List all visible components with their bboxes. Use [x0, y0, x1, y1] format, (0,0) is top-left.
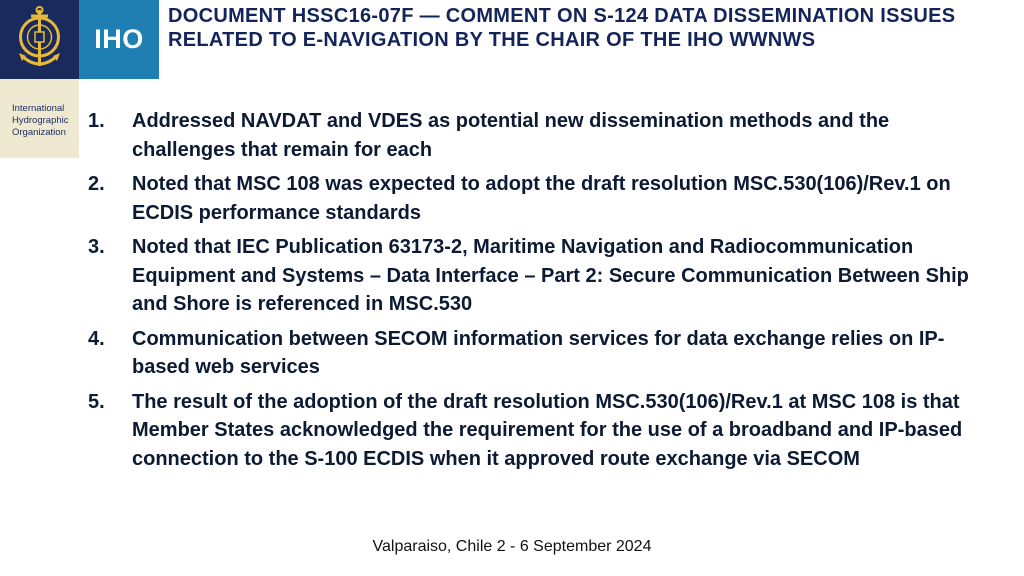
org-line-1: International: [12, 103, 65, 114]
org-line-3: Organization: [12, 127, 66, 138]
org-line-2: Hydrographic: [12, 115, 69, 126]
iho-abbrev-logo: [79, 0, 159, 79]
list-item-number: 2.: [88, 173, 105, 195]
iho-anchor-emblem-icon: [0, 0, 79, 79]
findings-list: [88, 107, 988, 479]
list-item: [88, 233, 988, 319]
list-item: [88, 388, 988, 474]
list-item-number: 5.: [88, 390, 105, 413]
list-item-number: 3.: [88, 236, 105, 258]
list-item-number: 4.: [88, 327, 105, 350]
iho-emblem-logo: [0, 0, 79, 79]
list-item-text: Addressed NAVDAT and VDES as potential new dissemination methods and the challenges that remain for each: [132, 110, 890, 161]
list-item-text: Communication between SECOM information services for data exchange relies on IP-based web services: [132, 327, 945, 378]
iho-abbrev-text: IHO: [94, 24, 144, 54]
list-item-text: Noted that IEC Publication 63173-2, Maritime Navigation and Radiocommunication Equipment and Systems – Data Interface – Part 2: Secure Communication Between Ship and Shore is referenced in MSC.530: [132, 236, 969, 315]
list-item: [88, 325, 988, 382]
page-title: DOCUMENT HSSC16-07F — COMMENT ON S-124 DATA DISSEMINATION ISSUES RELATED TO E-NAVIGATION BY THE CHAIR OF THE IHO WWNWS: [168, 5, 956, 51]
list-item-text: The result of the adoption of the draft resolution MSC.530(106)/Rev.1 at MSC 108 is that Member States acknowledged the requirement for the use of a broadband and IP-based connection to the S-100 ECDIS when it approved route exchange via SECOM: [132, 390, 963, 470]
list-item-number: 1.: [88, 110, 105, 132]
list-item: [88, 107, 988, 164]
list-item: [88, 170, 988, 227]
footer-location-date: Valparaiso, Chile 2 - 6 September 2024: [372, 538, 652, 555]
organization-name-logo: [0, 79, 79, 158]
list-item-text: Noted that MSC 108 was expected to adopt the draft resolution MSC.530(106)/Rev.1 on ECDIS performance standards: [132, 173, 951, 224]
